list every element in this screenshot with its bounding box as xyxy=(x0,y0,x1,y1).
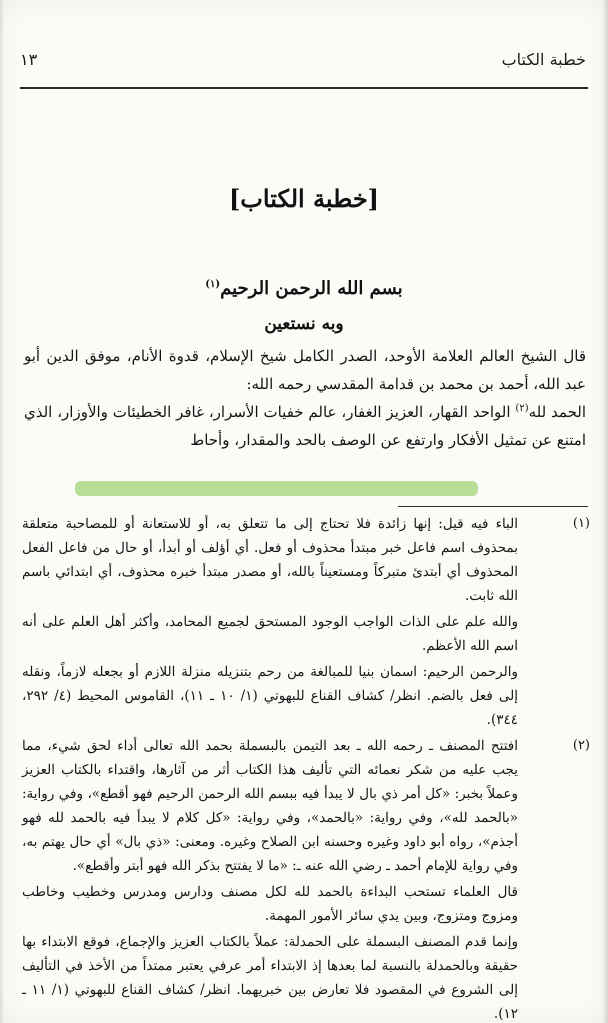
chapter-title: [خطبة الكتاب] xyxy=(228,184,380,213)
footnote-1-paragraph-1: الباء فيه قيل: إنها زائدة فلا تحتاج إلى ما تتعلق به، أو للاستعانة أو للمصاحبة متعلقة بمحذوف اسم فاعل خبر مبتدأ محذوف أو فعل. أي أؤلف أو أبدأ، أو حال من فاعل الفعل المحذوف أي أبتدئ متبركاً ومستعيناً بالله، أو مصدر مبتدأ خبره محذوف، أي ابتدائي باسم الله ثابت. xyxy=(22,516,518,604)
main-paragraph-2-footnote-ref: (٢) xyxy=(515,403,529,414)
page-left-shadow xyxy=(0,0,4,1023)
footnote-separator xyxy=(398,506,588,507)
main-paragraph-2-rest: الواحد القهار، العزيز الغفار، عالم خفيات الأسرار، غافر الخطيئات والأوزار، الذي امتنع عن تمثيل الأفكار وارتفع عن الوصف بالحد والمقدار، وأحاط xyxy=(24,403,586,449)
subheading: وبه نستعين xyxy=(264,314,344,334)
page-right-shadow xyxy=(602,0,608,1023)
footnote-2-paragraph-2: قال العلماء تستحب البداءة بالحمد لله لكل مصنف ودارس ومدرس وخطيب وخاطب ومزوج ومتزوج، وبين يدي سائر الأمور المهمة. xyxy=(22,884,518,924)
header-rule xyxy=(20,87,588,89)
footnote-2-paragraph-1: افتتح المصنف ـ رحمه الله ـ بعد التيمن بالبسملة بحمد الله تعالى أداء لحق شيء، مما يجب عليه من شكر نعمائه التي تأليف هذا الكتاب أثر من آثارها، واقتداء بالكتاب العزيز وعملاً بخبر: «كل أمر ذي بال لا يبدأ فيه ببسم الله الرحمن الرحيم فهو أقطع»، وفي رواية: «بالحمد لله»، وفي رواية: «بالحمد»، وفي رواية: «كل كلام لا يبدأ فيه بالحمد لله فهو أجذم»، رواه أبو داود وغيره وحسنه ابن الصلاح وغيره. ومعنى: «ذي بال» أي حال يهتم به، وفي رواية للإمام أحمد ـ رضي الله عنه ـ: «ما لا يفتتح بذكر الله فهو أبتر وأقطع». xyxy=(22,738,518,874)
main-paragraph-2-start: الحمد لله xyxy=(528,403,586,421)
footnote-1-number: (١) xyxy=(572,516,590,531)
footnote-1-text xyxy=(22,512,518,732)
basmala-footnote-ref: (١) xyxy=(205,279,221,290)
green-highlight-mark xyxy=(75,481,478,496)
footnote-2-paragraph-3: وإنما قدم المصنف البسملة على الحمدلة: عملاً بالكتاب العزيز والإجماع، فوقع الابتداء بها حقيقة وبالحمدلة بالنسبة لما بعدها إذ الابتداء أمر عرفي يعتبر ممتداً من الأخذ في التأليف إلى الشروع في المقصود فلا تعارض بين خبريهما. انظر/ كشاف القناع للبهوتي (١/ ١١ ـ ١٢). xyxy=(22,934,519,1022)
footnote-2-text xyxy=(22,734,518,1023)
page-number: ١٣ xyxy=(20,50,38,69)
footnotes xyxy=(22,512,588,1023)
footnote-1-paragraph-2: والله علم على الذات الواجب الوجود المستحق لجميع المحامد، وأكثر أهل العلم على أنه اسم الله الأعظم. xyxy=(22,614,518,654)
footnote-2 xyxy=(22,734,588,1023)
main-paragraph-2 xyxy=(24,398,586,454)
basmala-text: بسم الله الرحمن الرحيم xyxy=(220,278,403,299)
footnote-1-paragraph-3: والرحمن الرحيم: اسمان بنيا للمبالغة من رحم بتنزيله منزلة اللازم أو بجعله لازماً، ونقله إلى فعل بالضم. انظر/ كشاف القناع للبهوتي (١/ ١٠ ـ ١١)، القاموس المحيط (٤/ ٢٩٢، ٣٤٤). xyxy=(22,664,518,728)
main-text xyxy=(24,342,586,454)
footnote-1 xyxy=(22,512,588,732)
main-paragraph-1: قال الشيخ العالم العلامة الأوحد، الصدر الكامل شيخ الإسلام، قدوة الأنام، موفق الدين أبو عبد الله، أحمد بن محمد بن قدامة المقدسي رحمه الله: xyxy=(24,347,586,393)
footnote-2-number: (٢) xyxy=(572,738,590,753)
running-title: خطبة الكتاب xyxy=(501,50,586,69)
basmala-heading xyxy=(0,278,608,299)
running-header xyxy=(20,40,588,74)
